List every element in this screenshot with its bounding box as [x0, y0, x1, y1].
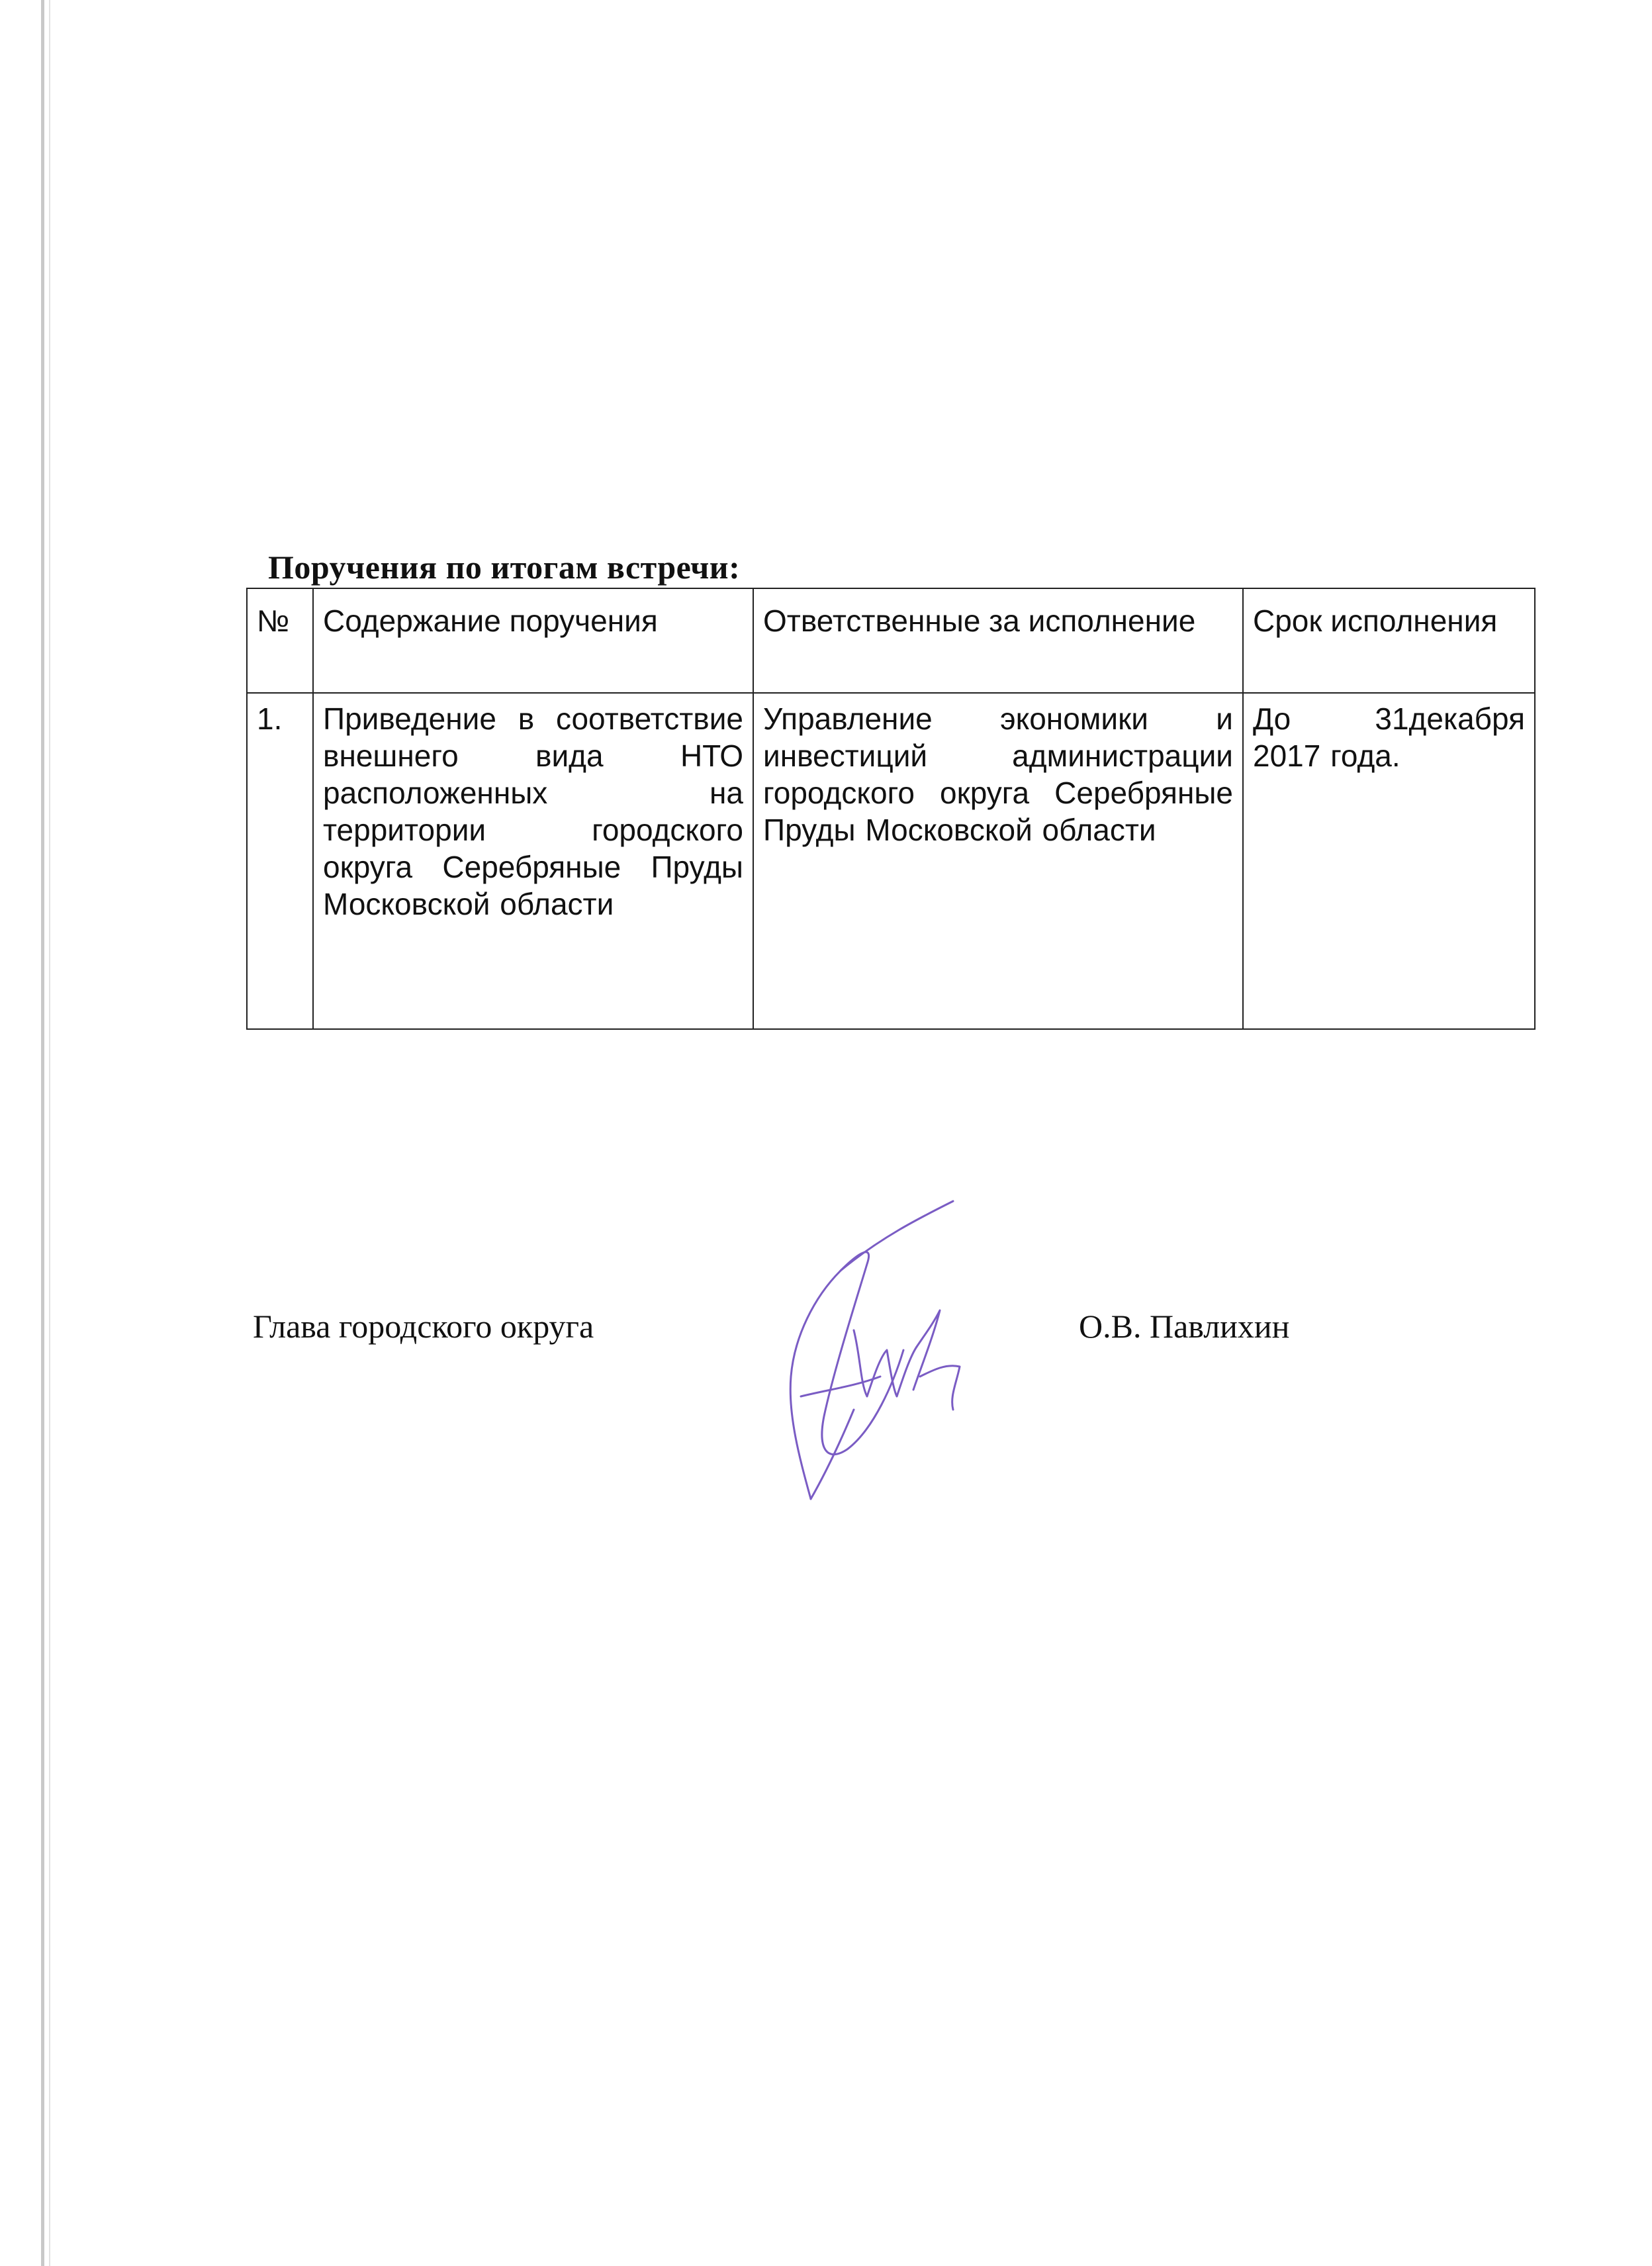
- cell-responsible: [753, 693, 1243, 1029]
- header-deadline: Срок исполнения: [1243, 588, 1535, 693]
- page-title: Поручения по итогам встречи:: [268, 549, 741, 586]
- cell-deadline: [1243, 693, 1535, 1029]
- handwritten-signature: [761, 1198, 986, 1509]
- cell-num: 1.: [247, 693, 313, 1029]
- assignments-table-container: [246, 588, 1534, 1030]
- header-content: Содержание поручения: [313, 588, 753, 693]
- header-responsible: Ответственные за исполнение: [753, 588, 1243, 693]
- table-row: [247, 693, 1535, 1029]
- cell-content-text: Приведение в соответствие внешнего вида НТО расположенных на территории городского округа Серебряные Пруды Московской области: [323, 702, 743, 921]
- cell-deadline-text: До 31декабря 2017 года.: [1253, 702, 1525, 773]
- scan-edge: [41, 0, 44, 2266]
- scan-edge-shadow: [49, 0, 50, 2266]
- cell-responsible-text: Управление экономики и инвестиций администрации городского округа Серебряные Пруды Московской области: [763, 702, 1233, 847]
- assignments-table: [246, 588, 1536, 1030]
- signatory-name: О.В. Павлихин: [1079, 1308, 1290, 1345]
- signatory-position: Глава городского округа: [253, 1308, 594, 1345]
- table-header-row: [247, 588, 1535, 693]
- cell-content: [313, 693, 753, 1029]
- header-num: №: [247, 588, 313, 693]
